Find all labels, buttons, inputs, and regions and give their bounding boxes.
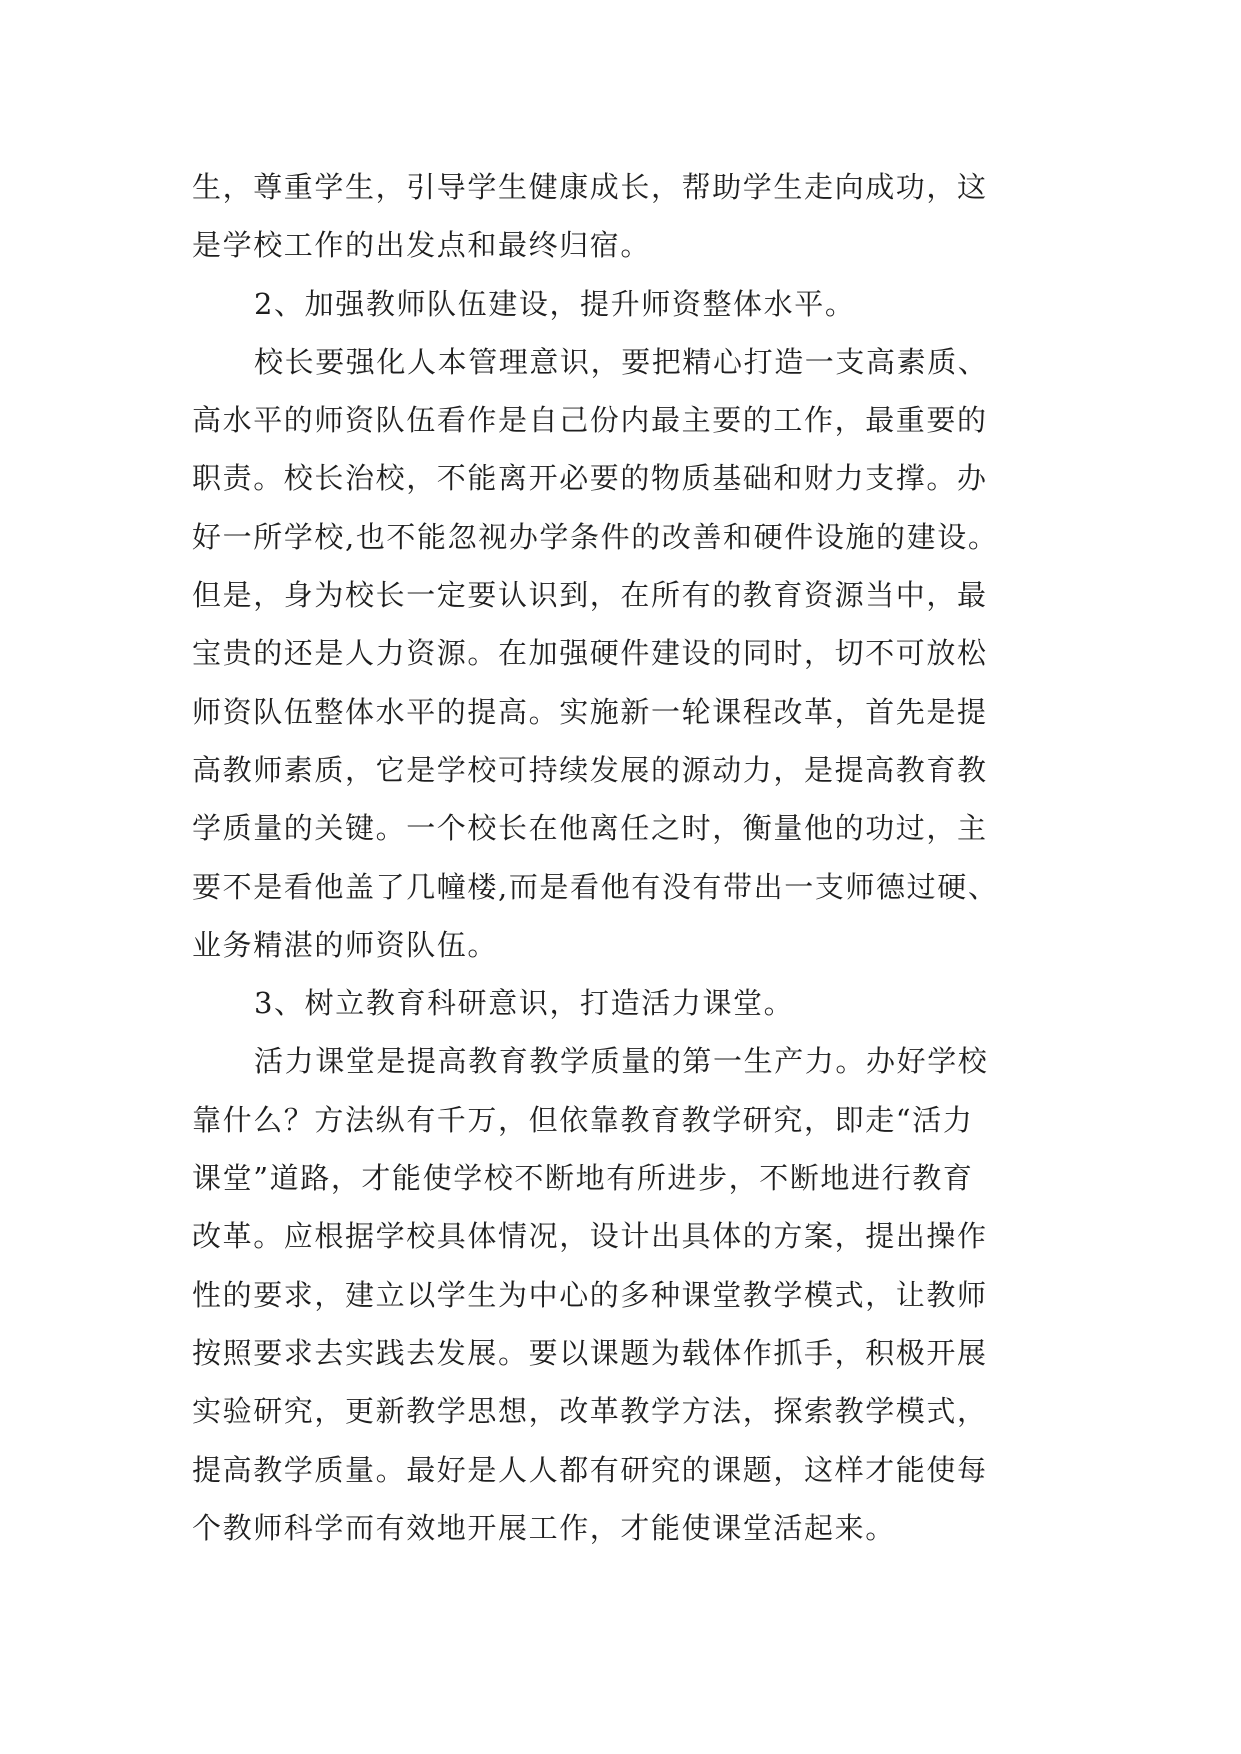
text-line: 按照要求去实践去发展。要以课题为载体作抓手，积极开展 (192, 1335, 988, 1370)
text-line: 高水平的师资队伍看作是自己份内最主要的工作，最重要的 (192, 403, 988, 438)
text-line: 课堂”道路，才能使学校不断地有所进步，不断地进行教育 (192, 1161, 974, 1196)
text-line: 要不是看他盖了几幢楼,而是看他有没有带出一支师德过硬、 (192, 869, 999, 904)
text-line: 提高教学质量。最好是人人都有研究的课题，这样才能使每 (192, 1452, 988, 1487)
text-line: 是学校工作的出发点和最终归宿。 (192, 228, 652, 263)
text-line: 好一所学校,也不能忽视办学条件的改善和硬件设施的建设。 (192, 519, 999, 554)
text-line: 学质量的关键。一个校长在他离任之时，衡量他的功过，主 (192, 811, 988, 846)
text-line: 师资队伍整体水平的提高。实施新一轮课程改革，首先是提 (192, 694, 988, 729)
body-text (192, 158, 1060, 1557)
text-line: 校长要强化人本管理意识，要把精心打造一支高素质、 (254, 344, 989, 379)
text-line: 实验研究，更新教学思想，改革教学方法，探索教学模式， (192, 1394, 988, 1429)
text-line: 改革。应根据学校具体情况，设计出具体的方案，提出操作 (192, 1219, 988, 1254)
text-line: 宝贵的还是人力资源。在加强硬件建设的同时，切不可放松 (192, 636, 988, 671)
text-line: 生，尊重学生，引导学生健康成长，帮助学生走向成功，这 (192, 170, 988, 204)
text-line: 业务精湛的师资队伍。 (192, 927, 499, 962)
text-line: 2、加强教师队伍建设，提升师资整体水平。 (254, 286, 856, 321)
text-line: 性的要求，建立以学生为中心的多种课堂教学模式，让教师 (192, 1277, 988, 1312)
text-line: 3、树立教育科研意识，打造活力课堂。 (254, 986, 795, 1021)
text-line: 活力课堂是提高教育教学质量的第一生产力。办好学校 (254, 1044, 989, 1079)
text-line: 高教师素质，它是学校可持续发展的源动力，是提高教育教 (192, 752, 988, 787)
text-line: 个教师科学而有效地开展工作，才能使课堂活起来。 (192, 1510, 896, 1545)
text-line: 但是，身为校长一定要认识到，在所有的教育资源当中，最 (192, 578, 988, 613)
text-line: 靠什么？方法纵有千万，但依靠教育教学研究，即走“活力 (192, 1102, 974, 1137)
text-line: 职责。校长治校，不能离开必要的物质基础和财力支撑。办 (192, 461, 988, 496)
